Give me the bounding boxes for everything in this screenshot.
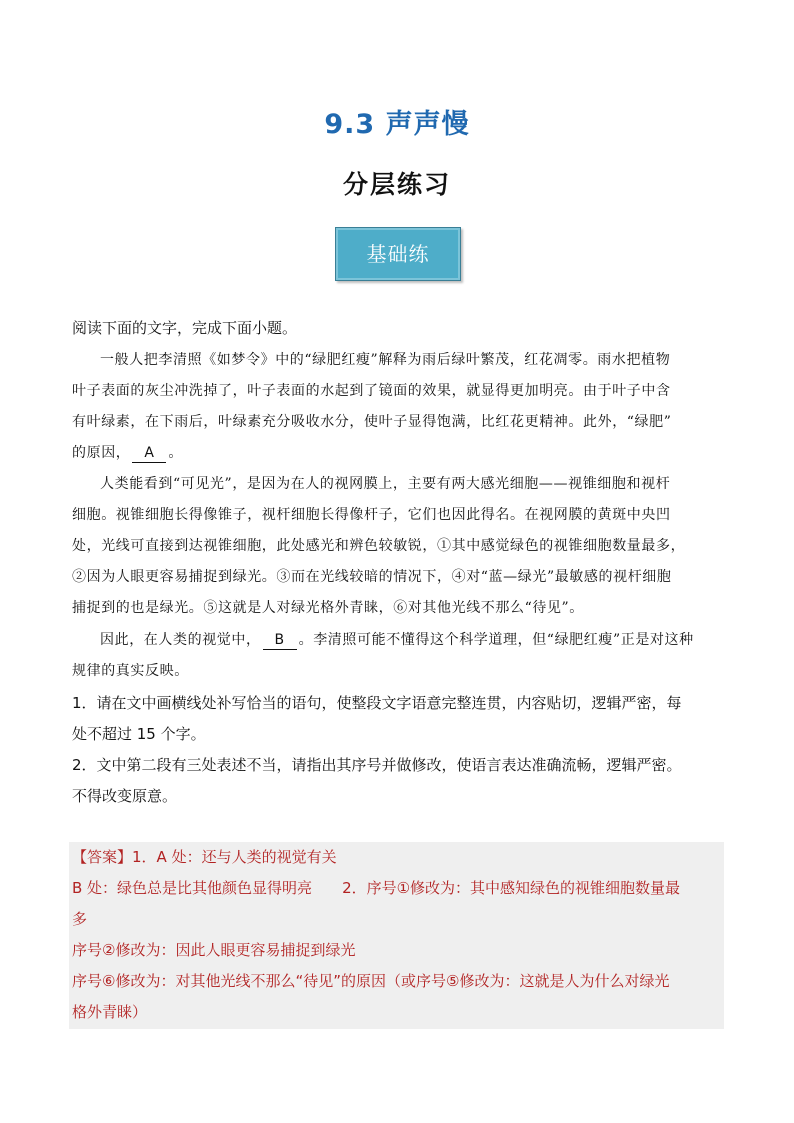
answer-line: 格外青睐） <box>72 1003 148 1021</box>
page-subtitle: 分层练习 <box>342 170 451 199</box>
answer-text: B 处：绿色总是比其他颜色显得明亮 <box>72 879 313 897</box>
passage-line: 人类能看到“可见光”，是因为在人的视网膜上，主要有两大感光细胞——视锥细胞和视杆 <box>100 476 671 492</box>
passage-line <box>72 438 722 469</box>
answer-section <box>72 842 722 1028</box>
passage-text: 。 <box>168 445 184 461</box>
answer-line <box>72 873 722 904</box>
passage-line <box>72 625 722 656</box>
passage-line: ②因为人眼更容易捕捉到绿光。③而在光线较暗的情况下，④对“蓝—绿光”最敏感的视杆细胞 <box>72 569 672 585</box>
page-title: 9.3 声声慢 <box>324 109 470 140</box>
passage-line: 有叶绿素，在下雨后，叶绿素充分吸收水分，使叶子显得饱满，比红花更精神。此外，“绿肥” <box>72 414 672 430</box>
passage-text: 因此，在人类的视觉中， <box>100 632 261 648</box>
passage-paragraph-2 <box>72 469 722 624</box>
answer-line: 【答案】1．A 处：还与人类的视觉有关 <box>72 848 337 866</box>
question-2-line: 不得改变原意。 <box>72 787 178 805</box>
reading-instruction: 阅读下面的文字，完成下面小题。 <box>72 319 298 337</box>
passage-line: 一般人把李清照《如梦令》中的“绿肥红瘦”解释为雨后绿叶繁茂，红花凋零。雨水把植物 <box>100 352 671 368</box>
passage-line: 规律的真实反映。 <box>72 663 189 679</box>
section-badge: 基础练 <box>335 227 461 281</box>
blank-b: B <box>263 631 297 650</box>
question-list <box>72 688 722 812</box>
passage-paragraph-1 <box>72 345 722 469</box>
answer-line: 序号②修改为：因此人眼更容易捕捉到绿光 <box>72 941 356 959</box>
question-1-line: 处不超过 15 个字。 <box>72 725 206 743</box>
passage-text: 的原因， <box>72 445 131 461</box>
answer-line: 多 <box>72 910 88 928</box>
question-1-line: 1．请在文中画横线处补写恰当的语句，使整段文字语意完整连贯，内容贴切，逻辑严密，每 <box>72 694 682 712</box>
passage-line: 处，光线可直接到达视锥细胞，此处感光和辨色较敏锐，①其中感觉绿色的视锥细胞数量最多， <box>72 538 686 554</box>
passage-line: 细胞。视锥细胞长得像锥子，视杆细胞长得像杆子，它们也因此得名。在视网膜的黄斑中央凹 <box>72 507 671 523</box>
answer-text: 2．序号①修改为：其中感知绿色的视锥细胞数量最 <box>342 879 681 897</box>
passage-line: 叶子表面的灰尘冲洗掉了，叶子表面的水起到了镜面的效果，就显得更加明亮。由于叶子中含 <box>72 383 671 399</box>
passage-paragraph-3 <box>72 625 722 687</box>
question-2-line: 2．文中第二段有三处表述不当，请指出其序号并做修改，使语言表达准确流畅，逻辑严密。 <box>72 756 682 774</box>
passage-text: 。李清照可能不懂得这个科学道理，但“绿肥红瘦”正是对这种 <box>298 632 694 648</box>
passage-line: 捕捉到的也是绿光。⑤这就是人对绿光格外青睐，⑥对其他光线不那么“待见”。 <box>72 600 584 616</box>
answer-line: 序号⑥修改为：对其他光线不那么“待见”的原因（或序号⑤修改为：这就是人为什么对绿光 <box>72 972 670 990</box>
blank-a: A <box>132 444 166 463</box>
